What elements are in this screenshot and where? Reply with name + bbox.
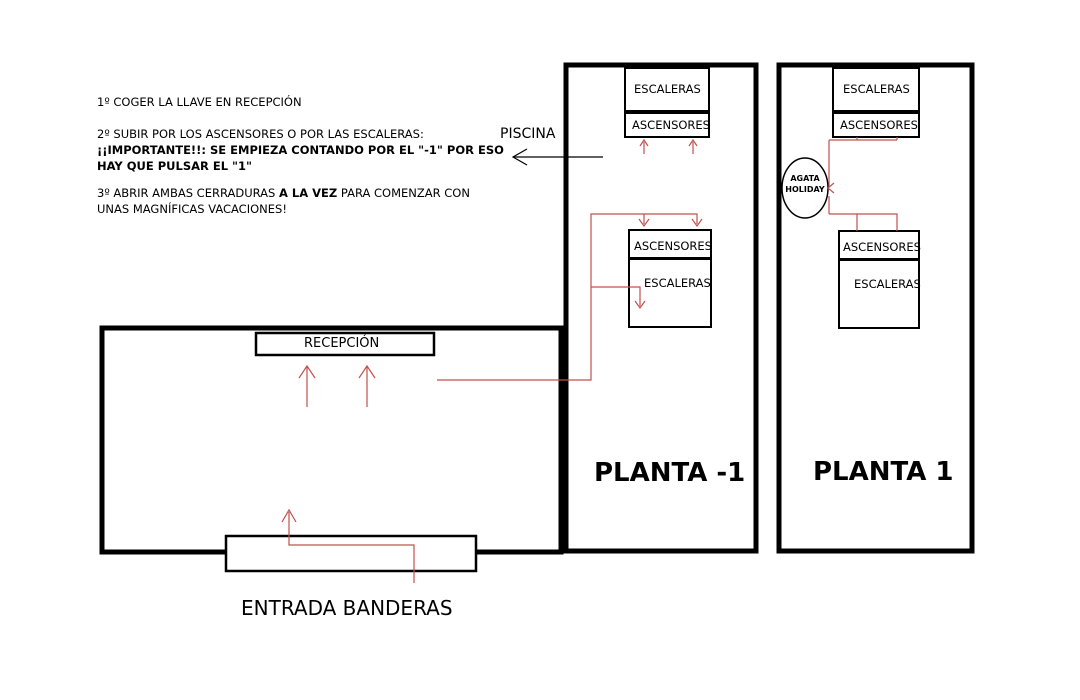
instruction-step-3-start: 3º ABRIR AMBAS CERRADURAS xyxy=(97,186,279,200)
p-1-escaleras-top-label: ESCALERAS xyxy=(634,82,701,96)
instruction-step-3-emphasis: A LA VEZ xyxy=(278,186,338,200)
p1-escaleras-box-mid xyxy=(839,260,919,328)
agata-label-line1: AGATA xyxy=(790,174,820,183)
p1-ascensores-top-label: ASCENSORES xyxy=(840,118,918,132)
planta-1-title: PLANTA 1 xyxy=(813,457,954,487)
instruction-step-2-note: HAY QUE PULSAR EL "1" xyxy=(97,159,253,173)
instruction-step-3-line2: UNAS MAGNÍFICAS VACACIONES! xyxy=(97,202,287,216)
p1-ascensores-mid-label: ASCENSORES xyxy=(843,240,921,254)
p-1-ascensores-mid-label: ASCENSORES xyxy=(634,239,712,253)
entrance-box xyxy=(226,536,476,571)
p-1-escaleras-mid-label: ESCALERAS xyxy=(644,276,711,290)
piscina-arrow xyxy=(513,149,603,165)
instruction-step-3 xyxy=(97,186,470,200)
planta-minus1-title: PLANTA -1 xyxy=(594,458,746,488)
p-1-escaleras-box-mid xyxy=(629,259,711,327)
instruction-step-1: 1º COGER LA LLAVE EN RECEPCIÓN xyxy=(97,95,302,109)
piscina-label: PISCINA xyxy=(500,126,556,142)
agata-label-line2: HOLIDAY xyxy=(785,185,825,194)
recepcion-label: RECEPCIÓN xyxy=(304,336,380,351)
instruction-step-2-important: ¡¡IMPORTANTE!!: SE EMPIEZA CONTANDO POR EL "-1" POR ESO xyxy=(97,143,504,157)
ground-floor-room xyxy=(102,328,561,552)
agata-holiday-label xyxy=(782,173,828,195)
entrada-banderas-label: ENTRADA BANDERAS xyxy=(241,596,453,620)
p1-escaleras-mid-label: ESCALERAS xyxy=(854,277,921,291)
p1-escaleras-top-label: ESCALERAS xyxy=(843,82,910,96)
p-1-ascensores-top-label: ASCENSORES xyxy=(632,118,710,132)
instruction-step-3-end: PARA COMENZAR CON xyxy=(337,186,470,200)
instruction-step-2: 2º SUBIR POR LOS ASCENSORES O POR LAS ESCALERAS: xyxy=(97,127,424,141)
